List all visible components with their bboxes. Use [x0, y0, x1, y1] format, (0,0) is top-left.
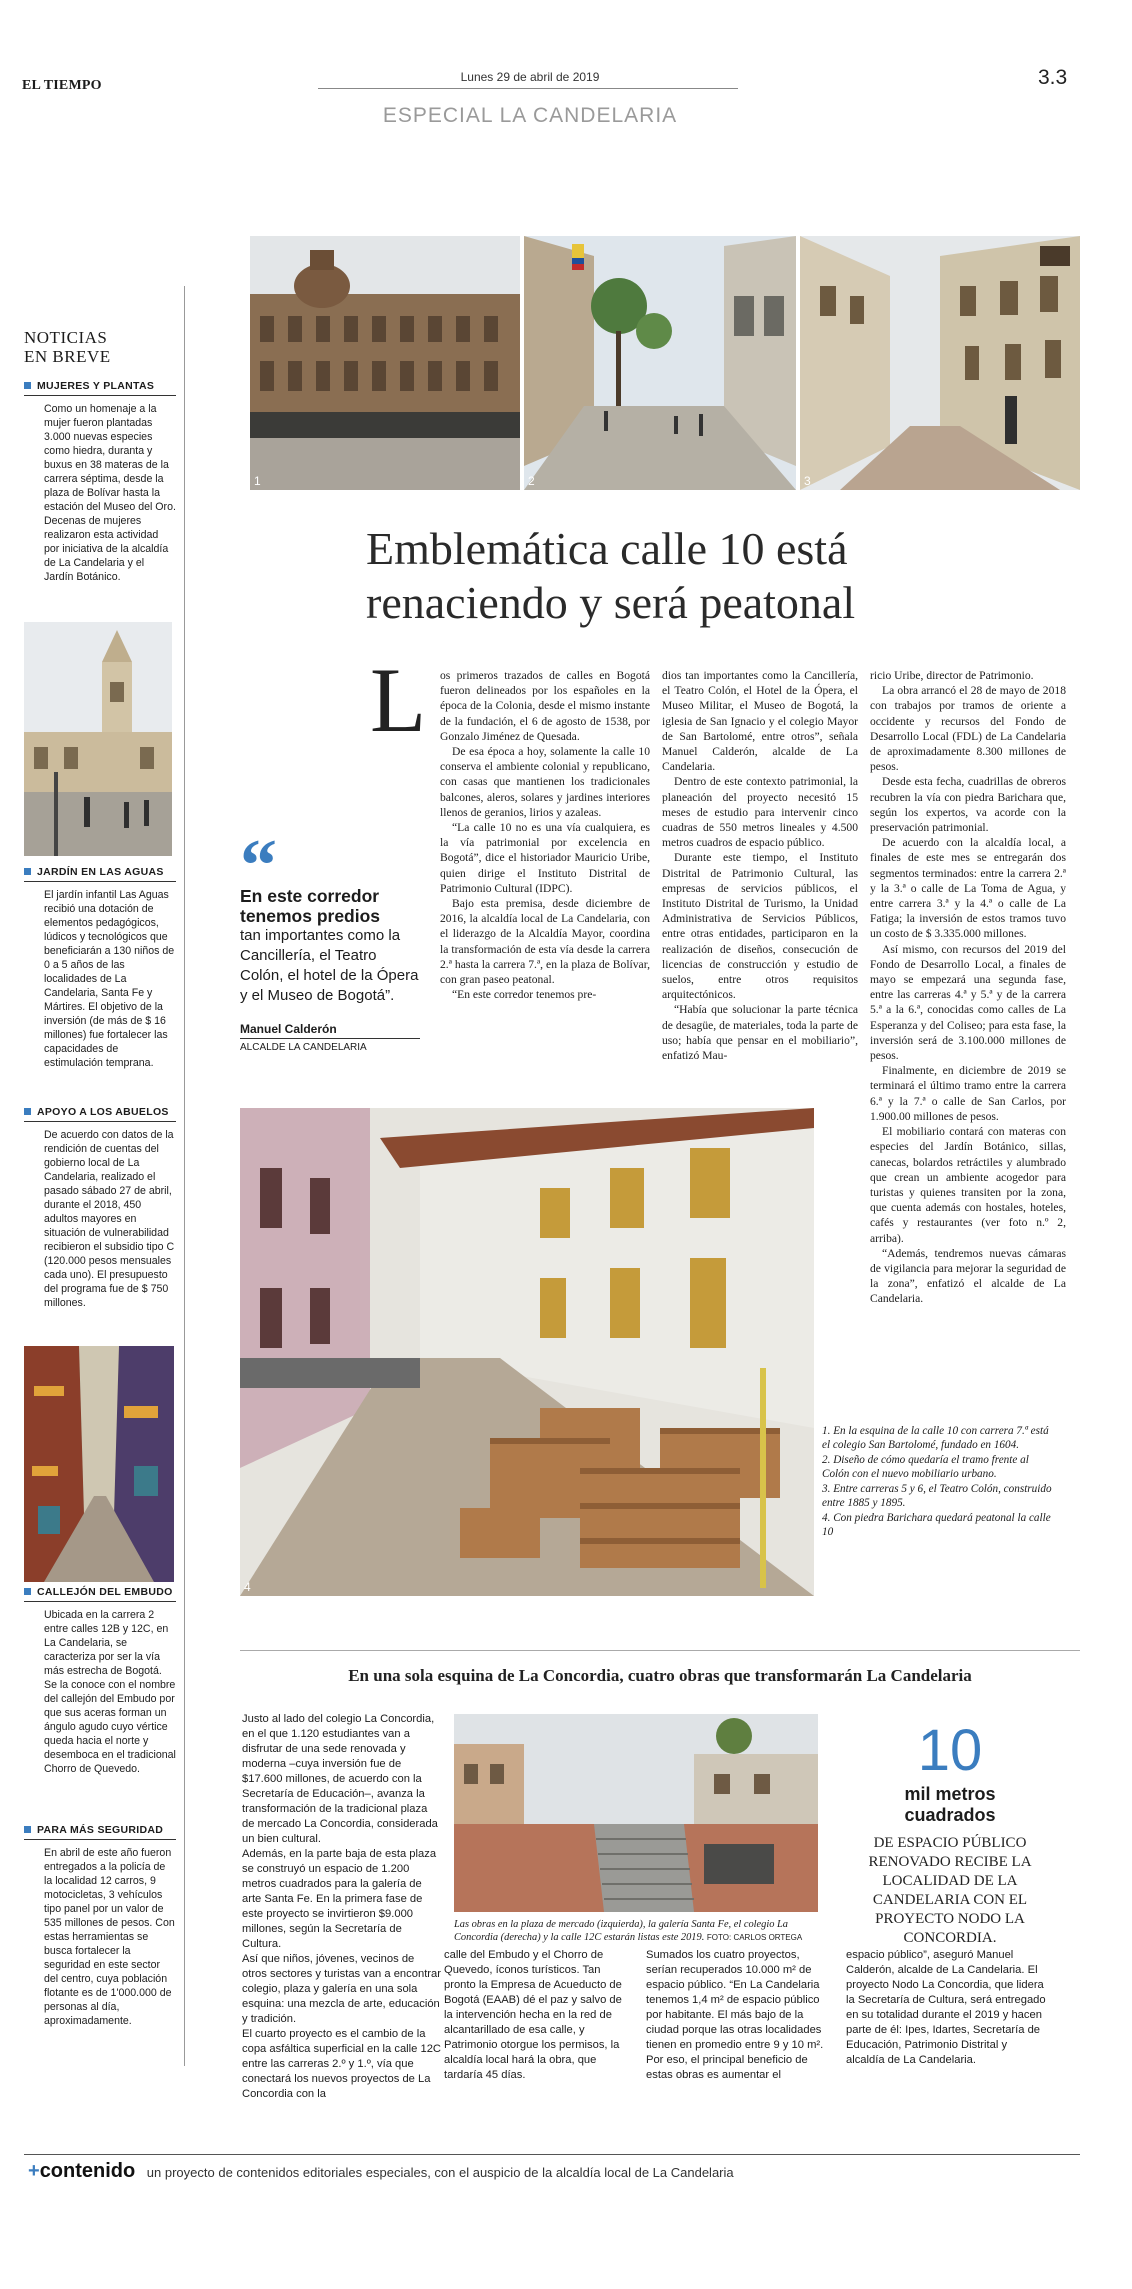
paragraph: Desde esta fecha, cuadrillas de obreros recubren la vía con piedra Barichara que, según los expertos, va acorde con la preservación patrimonial. — [870, 775, 1066, 835]
brief-text: El jardín infantil Las Aguas recibió una dotación de elementos pedagógicos, lúdicos y tecnológicos que beneficiarán a 130 niños de 0 a 5 años de las localidades de La Candelaria, Santa Fe y Mártires. El objetivo de la inversión (de más de $ 16 millones) fue fortalecer las capacidades de estimulación temprana. — [44, 889, 175, 1069]
photo-colegio-san-bartolome — [250, 236, 520, 490]
caption-item: 4. Con piedra Barichara quedará peatonal la calle 10 — [822, 1512, 1051, 1538]
paragraph: “La calle 10 no es una vía cualquiera, es la vía patrimonial por excelencia en Bogotá”, dice el historiador Mauricio Uribe, quien dirige el Instituto Distrital de Patrimonio Cultural (IDPC). — [440, 821, 650, 895]
stat-label — [850, 1784, 1050, 1826]
section-title: ESPECIAL LA CANDELARIA — [382, 104, 678, 127]
paragraph: “Había que solucionar la parte técnica de desagüe, de materiales, toda la parte de uso; había que pensar en el mobiliario”, enfatizó Mau- — [662, 1003, 858, 1063]
paragraph: espacio público”, aseguró Manuel Calderón, alcalde de La Candelaria. El proyecto Nodo La Concordia, que lidera la Secretaría de Cultura, será entregado en su totalidad durante el 2019 y hacen parte de él: Ipes, Idartes, Secretaría de Educación, Patrimonio Distrital y alcaldía de La Candelaria. — [846, 1949, 1046, 2066]
paragraph: Así que niños, jóvenes, vecinos de otros sectores y turistas van a encontrar colegio, plaza y galería en una sola esquina: una mezcla de arte, educación y tradición. — [242, 1953, 441, 2025]
quote-author: Manuel Calderón — [240, 1022, 420, 1039]
headline-line2: renaciendo y será peatonal — [366, 577, 856, 628]
brief-heading — [24, 1824, 176, 1840]
caption-item: 3. Entre carreras 5 y 6, el Teatro Colón, construido entre 1885 y 1895. — [822, 1483, 1052, 1509]
photo-design-colon — [524, 236, 796, 490]
stat-label-line1: mil metros — [904, 1784, 996, 1804]
paragraph: El mobiliario contará con materas con especies del Jardín Botánico, sillas, canecas, bolardos retráctiles y alumbrado que crean un ambiente acogedor para turistas y quienes transiten por la zona, que cuenta además con hostales, hoteles, cafés y restaurantes (ver foto n.º 2, arriba). — [870, 1125, 1066, 1245]
paragraph: os primeros trazados de calles en Bogotá fueron delineados por los españoles en la época de la Colonia, desde el mismo instante de la fundación, el 6 de agosto de 1538, por Gonzalo Jiménez de Quesada. — [440, 669, 650, 743]
stat-number: 10 — [917, 1718, 983, 1783]
brief-text: De acuerdo con datos de la rendición de cuentas del gobierno local de La Candelaria, realizado el pasado sábado 27 de abril, durante el 2018, 450 adultos mayores en situación de vulnerabilidad recibieron el subsidio tipo C (120.000 pesos mensuales cada uno). El presupuesto del programa fue de $ 750 millones. — [44, 1129, 175, 1309]
stat-description: DE ESPACIO PÚBLICO RENOVADO RECIBE LA LOCALIDAD DE LA CANDELARIA CON EL PROYECTO NODO LA CONCORDIA. — [868, 1835, 1032, 1946]
photo-number-3: 3 — [804, 474, 811, 488]
bottom-rule — [240, 1650, 1080, 1651]
paragraph: calle del Embudo y el Chorro de Quevedo, íconos turísticos. Tan pronto la Empresa de Acueducto de Bogotá (EAAB) dé el paz y salvo de la intervención hecha en la red de alcantarillado de esa calle, y Patrimonio otorgue los permisos, la alcaldía local hará la obra, que tardaría 45 días. — [444, 1949, 622, 2081]
brief-text: En abril de este año fueron entregados a la policía de la localidad 12 carros, 9 motocicletas, 3 vehículos tipo panel por un valor de 535 millones de pesos. Con estas herramientas se busca fortalecer la seguridad en este sector del centro, cuya población flotante es de 1'000.000 de personas al día, aproximadamente. — [44, 1847, 175, 2027]
footer-text: un proyecto de contenidos editoriales especiales, con el auspicio de la alcaldía local de La Candelaria — [146, 2165, 734, 2180]
square-bullet-icon — [24, 382, 31, 389]
stat-label-line2: cuadrados — [904, 1805, 996, 1825]
headline — [366, 522, 1066, 630]
pull-quote — [240, 825, 420, 1053]
article-column-1 — [440, 668, 650, 1002]
quote-mark-icon: “ — [240, 825, 277, 907]
paragraph: Bajo esta premisa, desde diciembre de 2016, la alcaldía local de La Candelaria, con el liderazgo de la Alcaldía Mayor, coordina la transformación de esta vía desde la carrera 2.ª hasta la carrera 7.ª, en la plaza de Bolívar, con gran paseo peatonal. — [440, 897, 650, 987]
square-bullet-icon — [24, 1108, 31, 1115]
bottom-column-a — [242, 1712, 442, 2102]
brief-heading — [24, 866, 176, 882]
quote-text: tan importantes como la Cancillería, el Teatro Colón, el hotel de la Ópera y el Museo de Bogotá”. — [240, 927, 419, 1004]
square-bullet-icon — [24, 1826, 31, 1833]
sidebar-title-line2: EN BREVE — [24, 347, 111, 366]
photo-caption-text: Las obras en la plaza de mercado (izquierda), la galería Santa Fe, el colegio La Concordia (derecha) y la calle 12C estarán listas este 2019. — [454, 1919, 789, 1943]
photo-number-4: 4 — [244, 1580, 251, 1594]
photo-teatro-colon — [800, 236, 1080, 490]
sidebar-title — [24, 328, 176, 366]
paragraph: Así mismo, con recursos del 2019 del Fondo de Desarrollo Local, a finales de mayo se empezará una segunda fase, entre las carreras 4.ª y 5.ª y de la carrera 5.ª a la 6.ª, conocidas como calles de La Esperanza y del Coliseo; para esta fase, la inversión será de 3.100.000 millones de pesos. — [870, 942, 1066, 1063]
photo-calle-10-obras — [240, 1108, 814, 1596]
brief-heading — [24, 380, 176, 396]
brief-mujeres-y-plantas — [24, 380, 176, 584]
headline-line1: Emblemática calle 10 está — [366, 523, 848, 574]
caption-item: 2. Diseño de cómo quedaría el tramo frente al Colón con el nuevo mobiliario urbano. — [822, 1454, 1029, 1480]
sidebar-title-line1: NOTICIAS — [24, 328, 108, 347]
stat-box — [850, 1720, 1050, 1948]
article-column-2 — [662, 668, 858, 1063]
sidebar-divider — [184, 286, 185, 2066]
bottom-column-b — [444, 1948, 632, 2083]
paragraph: La obra arrancó el 28 de mayo de 2018 con trabajos por tramos de oriente a occidente y recursos del Fondo de Desarrollo Local (FDL) de La Candelaria de aproximadamente 8.300 millones de pesos. — [870, 684, 1066, 774]
photo-captions — [822, 1424, 1052, 1540]
square-bullet-icon — [24, 868, 31, 875]
paragraph: Justo al lado del colegio La Concordia, en el que 1.120 estudiantes van a disfrutar de una sede renovada y moderna –cuya inversión fue de $17.600 millones, de acuerdo con la Secretaría de Educación–, avanza la transformación de la tradicional plaza de mercado La Concordia, considerada un bien cultural. — [242, 1713, 438, 1845]
brief-heading-text: JARDÍN EN LAS AGUAS — [37, 866, 164, 878]
photo-number-1: 1 — [254, 474, 261, 488]
brief-jardin-en-las-aguas — [24, 866, 176, 1070]
quote-role: ALCALDE LA CANDELARIA — [240, 1042, 367, 1053]
footer-brand — [28, 2160, 141, 2182]
paragraph: Dentro de este contexto patrimonial, la planeación del proyecto necesitó 15 meses de estudio para intervenir cinco cuadras de 550 metros lineales y 4.500 metros cuadros de espacio público. — [662, 775, 858, 850]
footer — [28, 2160, 1078, 2183]
square-bullet-icon — [24, 1588, 31, 1595]
paragraph: ricio Uribe, director de Patrimonio. — [870, 669, 1034, 682]
brief-heading-text: APOYO A LOS ABUELOS — [37, 1106, 169, 1118]
photo-catedral-primada — [24, 622, 172, 856]
brief-para-mas-seguridad — [24, 1824, 176, 2028]
header-rule — [318, 88, 738, 89]
paragraph: De acuerdo con la alcaldía local, a finales de este mes se entregarán dos segmentos terminados: entre la carrera 2.ª y la 3.ª o calle de La Toma de Agua, y entre carrera 3.ª y la 4.ª o calle de La Fatiga; la inversión de estos tramos tuvo un costo de $ 3.335.000 millones. — [870, 836, 1066, 941]
brief-heading-text: PARA MÁS SEGURIDAD — [37, 1824, 164, 1836]
page-number: 3.3 — [1038, 66, 1068, 89]
paragraph: “Además, tendremos nuevas cámaras de vigilancia para mejorar la seguridad de la zona”, enfatizó el alcalde de La Candelaria. — [870, 1246, 1066, 1306]
brief-text: Como un homenaje a la mujer fueron plantadas 3.000 nuevas especies como hiedra, duranta y buxus en 38 materas de la carrera séptima, desde la plaza de Bolívar hasta la estación del Museo del Oro. Decenas de mujeres realizaron esta actividad por iniciativa de la alcaldía de La Candelaria y el Jardín Botánico. — [44, 403, 176, 583]
caption-item: 1. En la esquina de la calle 10 con carrera 7.ª está el colegio San Bartolomé, fundado en 1604. — [822, 1425, 1049, 1451]
footer-brand-word: contenido — [39, 2160, 136, 2182]
brief-heading — [24, 1106, 176, 1122]
bottom-column-c — [646, 1948, 832, 2083]
paragraph: “En este corredor tenemos pre- — [452, 988, 597, 1002]
photo-plaza-la-concordia — [454, 1714, 818, 1912]
bottom-column-d — [846, 1948, 1046, 2068]
brief-callejon-del-embudo — [24, 1586, 176, 1776]
photo-number-2: 2 — [528, 474, 535, 488]
brief-text: Ubicada en la carrera 2 entre calles 12B y 12C, en La Candelaria, se caracteriza por ser la vía más estrecha de Bogotá. Se la conoce con el nombre del callejón del Embudo por que sus aceras forman un ángulo agudo cuyo vértice queda hacia el norte y desemboca en el tradicional Chorro de Quevedo. — [44, 1609, 176, 1775]
photo-callejon-del-embudo — [24, 1346, 174, 1582]
brief-apoyo-a-los-abuelos — [24, 1106, 176, 1310]
paragraph: Durante este tiempo, el Instituto Distrital de Patrimonio Cultural, las empresas de servicios públicos, el Instituto Distrital de Turismo, la Unidad Administrativa de Servicios Públicos, entre otras entidades, participaron en la realización de diseños, consecución de licencias de construcción y estudio de suelos, entre otros requisitos arquitectónicos. — [662, 851, 858, 1002]
header-date: Lunes 29 de abril de 2019 — [460, 70, 600, 84]
paragraph: Sumados los cuatro proyectos, serían recuperados 10.000 m² de espacio público. “En La Candelaria tenemos 1,4 m² de espacio público por habitante. El más bajo de la ciudad porque las otras localidades tienen en promedio entre 9 y 10 m². Por eso, el principal beneficio de estas obras es aumentar el — [646, 1949, 824, 2081]
paragraph: De esa época a hoy, solamente la calle 10 conserva el ambiente colonial y republicano, con casas que mantienen los tradicionales balcones, aleros, solares y jardines interiores llenos de geranios, lirios y azaleas. — [440, 745, 650, 819]
photo-credit: FOTO: CARLOS ORTEGA — [706, 1933, 803, 1942]
paragraph: dios tan importantes como la Cancillería, el Teatro Colón, el Hotel de la Ópera, el Museo Militar, el Museo de Bogotá, la iglesia de San Ignacio y el colegio Mayor de San Bartolomé, entre otros”, señala Manuel Calderón, alcalde de La Candelaria. — [662, 669, 858, 774]
plus-icon: + — [28, 2160, 40, 2182]
brief-heading — [24, 1586, 176, 1602]
bottom-headline: En una sola esquina de La Concordia, cuatro obras que transformarán La Candelaria — [348, 1666, 972, 1685]
quote-bold: En este corredor tenemos predios — [240, 886, 381, 926]
footer-rule — [24, 2154, 1080, 2155]
brief-heading-text: MUJERES Y PLANTAS — [37, 380, 155, 392]
photo-caption — [454, 1918, 818, 1944]
brand-logo: EL TIEMPO — [22, 78, 102, 93]
drop-cap: L — [370, 649, 427, 751]
paragraph: El cuarto proyecto es el cambio de la copa asfáltica superficial en la calle 12C entre las carreras 2.º y 1.º, vía que conectará los nuevos proyectos de La Concordia con la — [242, 2028, 441, 2100]
paragraph: Además, en la parte baja de esta plaza se construyó un espacio de 1.200 metros cuadrados para la galería de arte Santa Fe. En la primera fase de este proyecto se invirtieron $9.000 millones, según la Secretaría de Cultura. — [242, 1848, 437, 1950]
sidebar — [24, 328, 176, 376]
article-column-3 — [870, 668, 1066, 1307]
brief-heading-text: CALLEJÓN DEL EMBUDO — [37, 1586, 173, 1598]
paragraph: Finalmente, en diciembre de 2019 se terminará el último tramo entre la carrera 6.ª y la 7.ª o calle de San Carlos, por 1.900.00 millones de pesos. — [870, 1064, 1066, 1123]
